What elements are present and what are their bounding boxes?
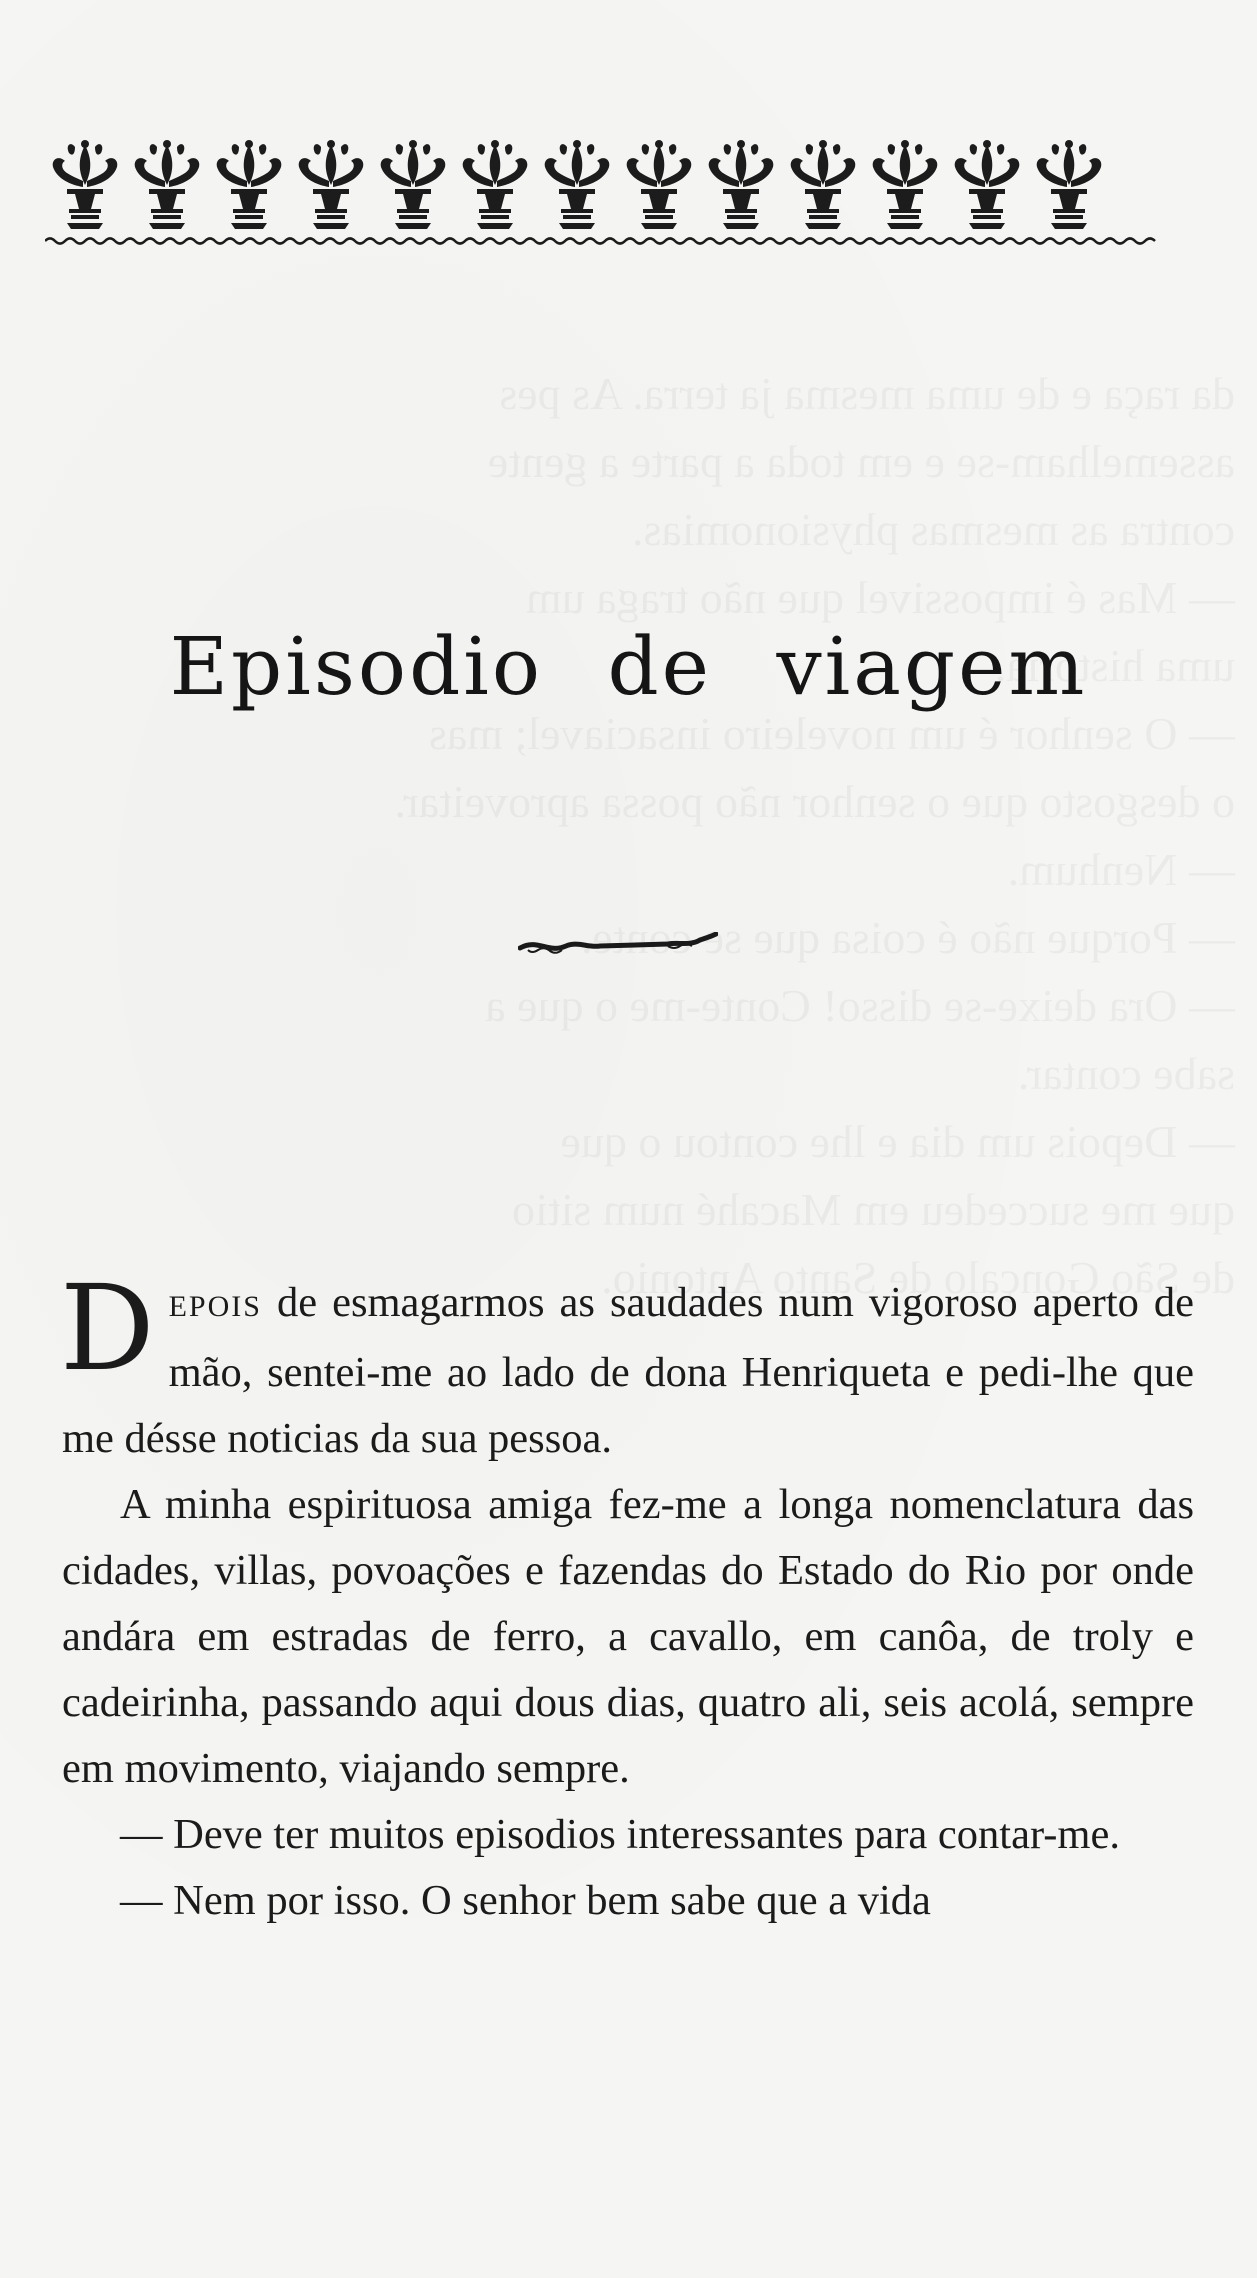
ornamental-rule-icon [518, 932, 718, 958]
drop-cap: D [60, 1259, 155, 1397]
paragraph-3: — Deve ter muitos episodios interessantes para contar-me. [120, 1811, 1120, 1858]
paragraph-1 [60, 1259, 1194, 1472]
first-word-smallcaps: EPOIS [168, 1290, 262, 1323]
chapter-title: Episodio de viagem [169, 620, 1088, 713]
bleed-through-text [85, 360, 1235, 1312]
paragraph-1-text: de esmagarmos as saudades num vigoroso aperto de mão, sentei-me ao lado de dona Henriqueta e pedi-lhe que me désse noticias da sua pessoa. [62, 1279, 1194, 1462]
paragraph-4: — Nem por isso. O senhor bem sabe que a vida [120, 1877, 931, 1924]
paragraph-2: A minha espirituosa amiga fez-me a longa nomenclatura das cidades, villas, povoações e fazendas do Estado do Rio por onde andára em estradas de ferro, a cavallo, em canôa, de troly e cadeirinha, passando aqui dous dias, quatro ali, seis acolá, sempre em movimento, viajando sempre. [62, 1481, 1194, 1792]
chapter-body [60, 1259, 1194, 1934]
fleur-de-lis-border-icon [45, 135, 1160, 255]
